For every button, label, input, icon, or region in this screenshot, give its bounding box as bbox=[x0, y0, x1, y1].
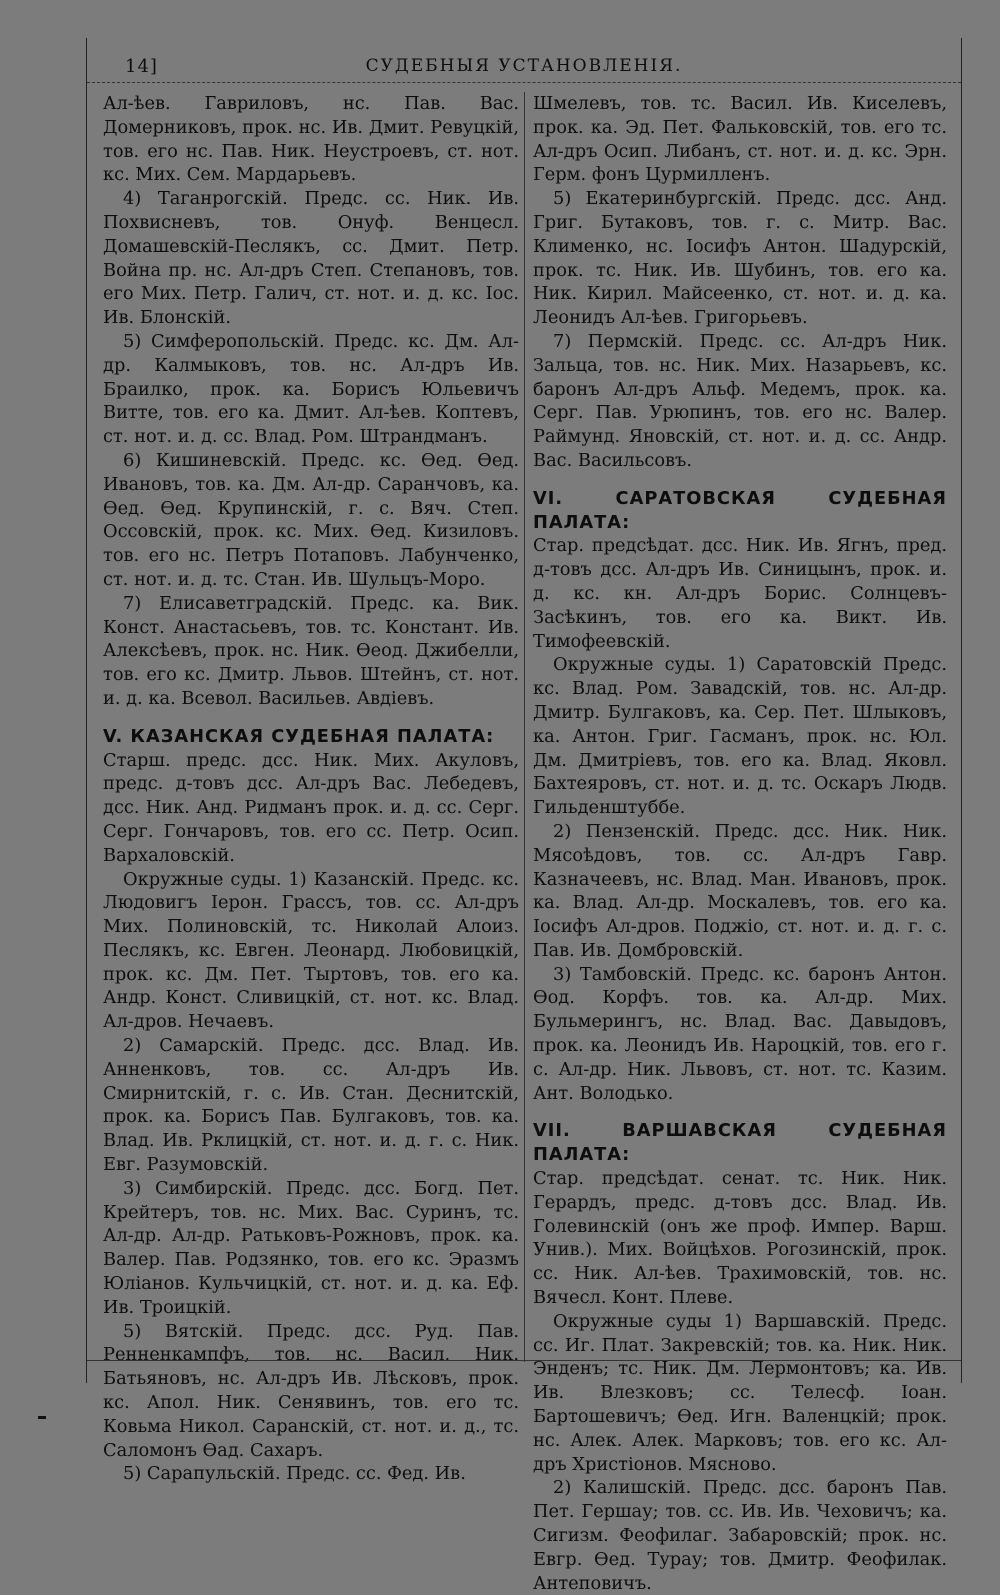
running-title: СУДЕБНЫЯ УСТАНОВЛЕНІЯ. bbox=[365, 56, 683, 76]
book-page bbox=[86, 38, 962, 1594]
paragraph: Ал-ѣев. Гавриловъ, нс. Пав. Вас. Домерниковъ, прок. нс. Ив. Дмит. Ревуцкій, тов. его нс. Пав. Ник. Неустроевъ, ст. нот. кс. Мих. Сем. Мардарьевъ. bbox=[103, 93, 519, 186]
bottom-rule bbox=[87, 1360, 961, 1361]
section-heading-kazan: V. КАЗАНСКАЯ СУДЕБНАЯ ПАЛАТА: bbox=[103, 725, 495, 747]
paragraph: 5) Вятскій. Предс. дсс. Руд. Пав. Ренненкампфъ, тов. нс. Васил. Ник. Батьяновъ, нс. Ал-дръ Ив. Лѣсковъ, прок. кс. Апол. Ник. Сенявинъ, тов. его тс. Ковьма Никол. Саранскій, ст. нот. и. д., тс. Саломонъ Ѳад. Сахаръ. bbox=[103, 1320, 519, 1461]
section-heading-warsaw: VII. ВАРШАВСКАЯ СУДЕБНАЯ ПАЛАТА: bbox=[533, 1120, 947, 1166]
paragraph: Окружные суды. 1) Казанскій. Предс. кс. Людовигъ Іерон. Грассъ, тов. сс. Ал-дръ Мих. Полиновскій, тс. Николай Алоиз. Песлякъ, кс. Евген. Леонард. Любовицкій, прок. кс. Дм. Пет. Тыртовъ, тов. его ка. Андр. Конст. Сливицкій, ст. нот. кс. Влад. Ал-дров. Нечаевъ. bbox=[103, 868, 519, 1033]
paragraph: Окружные суды. 1) Саратовскій Предс. кс. Влад. Ром. Завадскій, тов. нс. Ал-др. Дмитр. Булгаковъ, ка. Сер. Пет. Шлыковъ, ка. Антон. Григ. Гасманъ, прок. нс. Юл. Дм. Дмитріевъ, тов. его ка. Влад. Яковл. Бахтеяровъ, ст. нот. и. д. тс. Оскаръ Людв. Гильденштуббе. bbox=[533, 654, 947, 819]
paragraph: 5) Сарапульскій. Предс. сс. Фед. Ив. bbox=[123, 1463, 466, 1485]
paragraph: 5) Симферопольскій. Предс. кс. Дм. Ал-др. Калмыковъ, тов. нс. Ал-дръ Ив. Браилко, прок. ка. Борисъ Юльевичъ Витте, тов. его ка. Дмит. Ал-ѣев. Коптевъ, ст. нот. и. д. сс. Влад. Ром. Штрандманъ. bbox=[103, 330, 519, 448]
page-header bbox=[87, 52, 961, 83]
paragraph: 6) Кишиневскій. Предс. кс. Ѳед. Ѳед. Ивановъ, тов. ка. Дм. Ал-др. Саранчовъ, ка. Ѳед. Ѳед. Крупинскій, г. с. Вяч. Степ. Оссовскій, прок. кс. Мих. Ѳед. Кизиловъ. тов. его нс. Петръ Потаповъ. Лабунченко, ст. нот. и. д. тс. Стан. Ив. Шульцъ-Моро. bbox=[103, 449, 519, 590]
paragraph: 4) Таганрогскій. Предс. сс. Ник. Ив. Похвисневъ, тов. Онуф. Венцесл. Домашевскій-Песлякъ, сс. Дмит. Петр. Война пр. нс. Ал-дръ Степ. Степановъ, тов. его Мих. Петр. Галич, ст. нот. и. д. кс. Іос. Ив. Блонскій. bbox=[103, 188, 519, 329]
paragraph: Стар. предсѣдат. дсс. Ник. Ив. Ягнъ, пред. д-товъ дсс. Ал-дръ Ив. Синицынъ, прок. и. д. кс. кн. Ал-дръ Борис. Солнцевъ-Засѣкинъ, тов. его ка. Викт. Ив. Тимофеевскій. bbox=[533, 535, 947, 652]
paragraph: 2) Пензенскій. Предс. дсс. Ник. Ник. Мясоѣдовъ, тов. сс. Ал-дръ Гавр. Казначеевъ, нс. Влад. Ман. Ивановъ, прок. ка. Влад. Ал-др. Москалевъ, тов. его ка. Іосифъ Ал-дров. Поджіо, ст. нот. и. д. г. с. Пав. Ив. Домбровскій. bbox=[533, 820, 947, 961]
paragraph: Стар. предсѣдат. сенат. тс. Ник. Ник. Герардъ, предс. д-товъ дсс. Влад. Ив. Голевинскій (онъ же проф. Импер. Варш. Унив.). Мих. Войцѣхов. Рогозинскій, прок. сс. Ник. Ал-ѣев. Трахимовскій, тов. нс. Вячесл. Конт. Плеве. bbox=[533, 1168, 947, 1309]
page-number: 14] bbox=[125, 56, 158, 77]
paragraph: 5) Екатеринбургскій. Предс. дсс. Анд. Григ. Бутаковъ, тов. г. с. Митр. Вас. Клименко, нс. Іосифъ Антон. Шадурскій, прок. тс. Ник. Ив. Шубинъ, тов. его ка. Ник. Кирил. Майсеенко, ст. нот. и. д. ка. Леонидъ Ал-ѣев. Григорьевъ. bbox=[533, 188, 947, 329]
paragraph: 2) Калишскій. Предс. дсс. баронъ Пав. Пет. Гершау; тов. сс. Ив. Ив. Чеховичъ; ка. Сигизм. Феофилаг. Забаровскій; прок. нс. Евгр. Ѳед. Турау; тов. Дмитр. Феофилак. Антеповичъ. bbox=[533, 1477, 947, 1594]
paragraph: 7) Пермскій. Предс. сс. Ал-дръ Ник. Зальца, тов. нс. Ник. Мих. Назарьевъ, кс. баронъ Ал-дръ Альф. Медемъ, прок. ка. Серг. Пав. Урюпинъ, тов. его нс. Валер. Раймунд. Яновскій, ст. нот. и. д. сс. Андр. Вас. Васильсовъ. bbox=[533, 330, 947, 471]
margin-mark bbox=[38, 1416, 46, 1419]
left-column bbox=[103, 92, 519, 1486]
paragraph: 7) Елисаветградскій. Предс. ка. Вик. Конст. Анастасьевъ, тов. тс. Констант. Ив. Алексѣевъ, прок. нс. Ник. Ѳеод. Джибелли, тов. его кс. Дмитр. Львов. Штейнъ, ст. нот. и. д. ка. Всевол. Васильев. Авдіевъ. bbox=[103, 592, 519, 709]
paragraph: Окружные суды 1) Варшавскій. Предс. сс. Иг. Плат. Закревскій; тов. ка. Ник. Ник. Энденъ; тс. Ник. Дм. Лермонтовъ; ка. Ив. Ив. Влезковъ; сс. Телесф. Іоан. Бартошевичъ; Ѳед. Игн. Валенцкій; прок. нс. Алек. Алек. Марковъ; тов. его кс. Ал-дръ Христіонов. Мясново. bbox=[533, 1310, 947, 1475]
paragraph: 3) Симбирскій. Предс. дсс. Богд. Пет. Крейтеръ, тов. нс. Мих. Вас. Суринъ, тс. Ал-др. Ал-др. Ратьковъ-Рожновъ, прок. ка. Валер. Пав. Родзянко, тов. его кс. Эразмъ Юліанов. Кульчицкій, ст. нот. и. д. ка. Еф. Ив. Троицкій. bbox=[103, 1177, 519, 1318]
paragraph: 3) Тамбовскій. Предс. кс. баронъ Антон. Ѳод. Корфъ. тов. ка. Ал-др. Мих. Бульмерингъ, нс. Влад. Вас. Давыдовъ, прок. ка. Леонидъ Ив. Нароцкій, тов. его г. с. Ал-др. Ник. Львовъ, ст. нот. тс. Казим. Ант. Володько. bbox=[533, 963, 947, 1104]
paragraph: Шмелевъ, тов. тс. Васил. Ив. Киселевъ, прок. ка. Эд. Пет. Фальковскій, тов. его тс. Ал-дръ Осип. Либанъ, ст. нот. и. д. кс. Эрн. Герм. фонъ Цурмилленъ. bbox=[533, 93, 947, 186]
section-heading-saratov: VI. САРАТОВСКАЯ СУДЕБНАЯ ПАЛАТА: bbox=[533, 487, 947, 533]
right-column bbox=[533, 92, 947, 1595]
paragraph: Старш. предс. дсс. Ник. Мих. Акуловъ, предс. д-товъ дсс. Ал-дръ Вас. Лебедевъ, дсс. Ник. Анд. Ридманъ прок. и. д. сс. Серг. Серг. Гончаровъ, тов. его сс. Петр. Осип. Вархаловскій. bbox=[103, 749, 519, 866]
column-divider bbox=[524, 92, 525, 1362]
paragraph: 2) Самарскій. Предс. дсс. Влад. Ив. Анненковъ, тов. сс. Ал-дръ Ив. Смирнитскій, г. с. Ив. Стан. Деснитскій, прок. ка. Борисъ Пав. Булгаковъ, тов. ка. Влад. Ив. Рклицкій, ст. нот. и. д. г. с. Ник. Евг. Разумовскій. bbox=[103, 1035, 519, 1176]
